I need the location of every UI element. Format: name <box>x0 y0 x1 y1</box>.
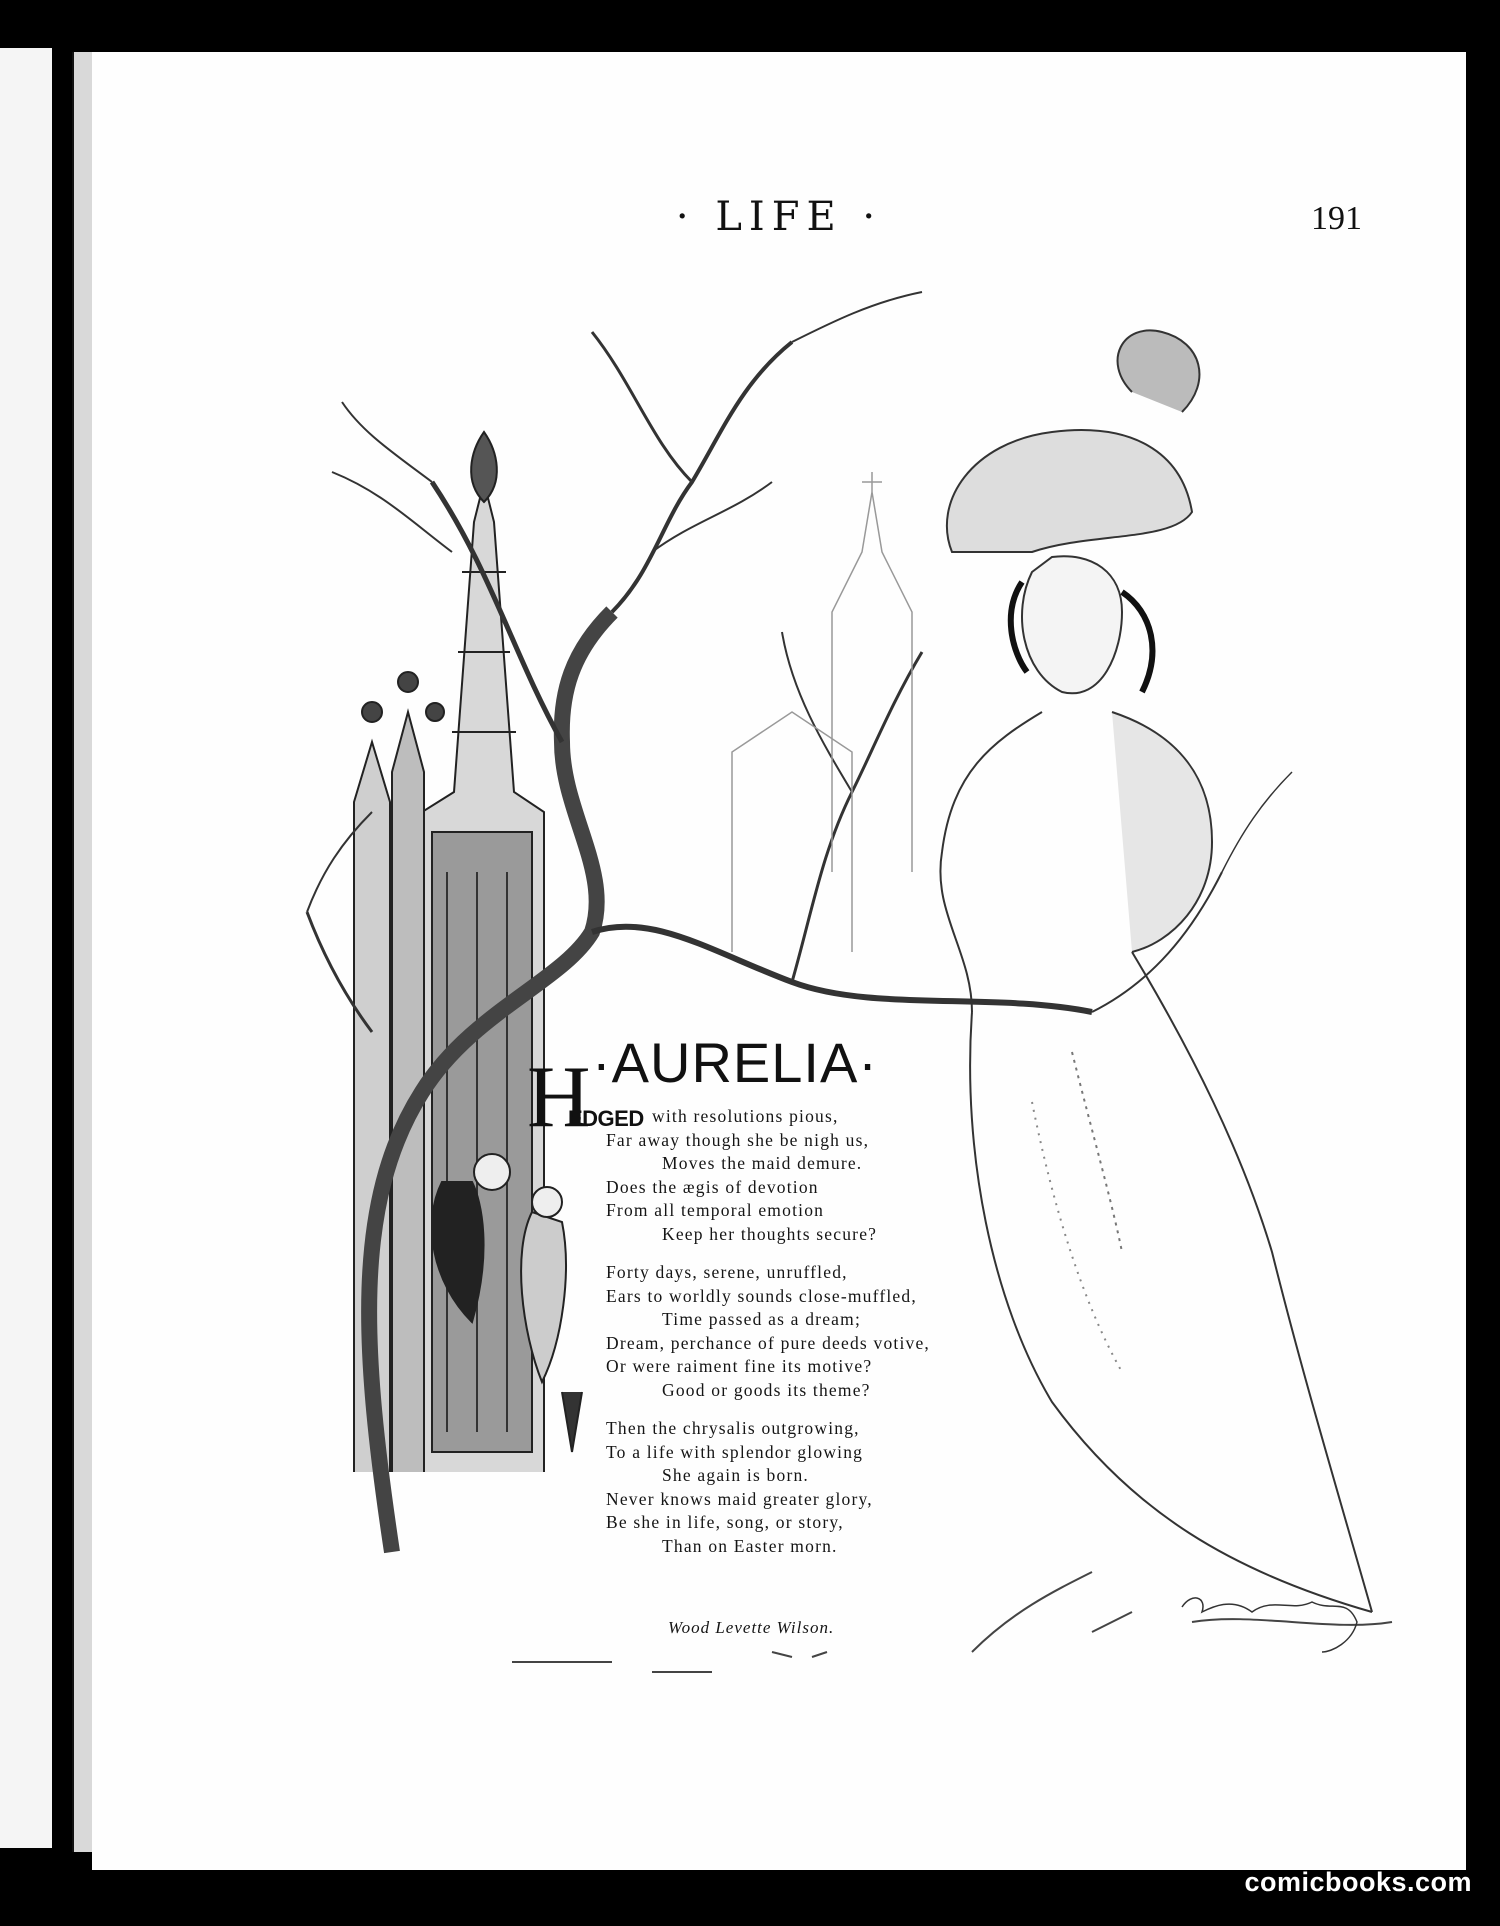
watermark: comicbooks.com <box>1244 1867 1472 1897</box>
page-number: 191 <box>1311 200 1362 237</box>
poem-line: Than on Easter morn. <box>662 1535 838 1556</box>
illustration <box>92 52 1466 1870</box>
poem-line: Forty days, serene, unruffled, <box>606 1262 848 1282</box>
ground-sketch <box>512 1572 1392 1672</box>
running-head: · LIFE · <box>675 194 883 240</box>
poem-line: Keep her thoughts secure? <box>662 1223 878 1244</box>
poem-line: She again is born. <box>662 1465 809 1485</box>
poem-line: Or were raiment fine its motive? <box>606 1356 873 1376</box>
poem-line: From all temporal emotion <box>606 1200 825 1220</box>
magazine-page <box>92 52 1466 1870</box>
background-church <box>732 472 912 952</box>
poem-line: Dream, perchance of pure deeds votive, <box>606 1332 931 1353</box>
poem-line: Does the ægis of devotion <box>606 1176 819 1197</box>
poem-author: Wood Levette Wilson. <box>668 1618 835 1637</box>
drop-cap-continuation: EDGED <box>568 1106 644 1131</box>
poem-line: with resolutions pious, <box>652 1106 839 1126</box>
poem-line: To a life with splendor glowing <box>606 1441 864 1462</box>
stanza-break <box>606 1247 1036 1262</box>
poem-line: Moves the maid demure. <box>662 1153 863 1173</box>
poem-title: ·AURELIA· <box>592 1031 878 1094</box>
poem-line: Ears to worldly sounds close-muffled, <box>606 1285 917 1306</box>
poem-line: Good or goods its theme? <box>662 1379 871 1400</box>
poem-line: Far away though she be nigh us, <box>606 1129 870 1150</box>
poem-line: Then the chrysalis outgrowing, <box>606 1418 860 1438</box>
poem-line: Time passed as a dream; <box>662 1309 862 1329</box>
previous-page-edge <box>0 48 52 1848</box>
gothic-spire <box>354 432 544 1472</box>
poem-line: Be she in life, song, or story, <box>606 1512 844 1532</box>
poem-line: Never knows maid greater glory, <box>606 1488 873 1509</box>
poem-body <box>606 1106 1036 1559</box>
stanza-break <box>606 1403 1036 1418</box>
drop-cap: H <box>527 1049 591 1146</box>
